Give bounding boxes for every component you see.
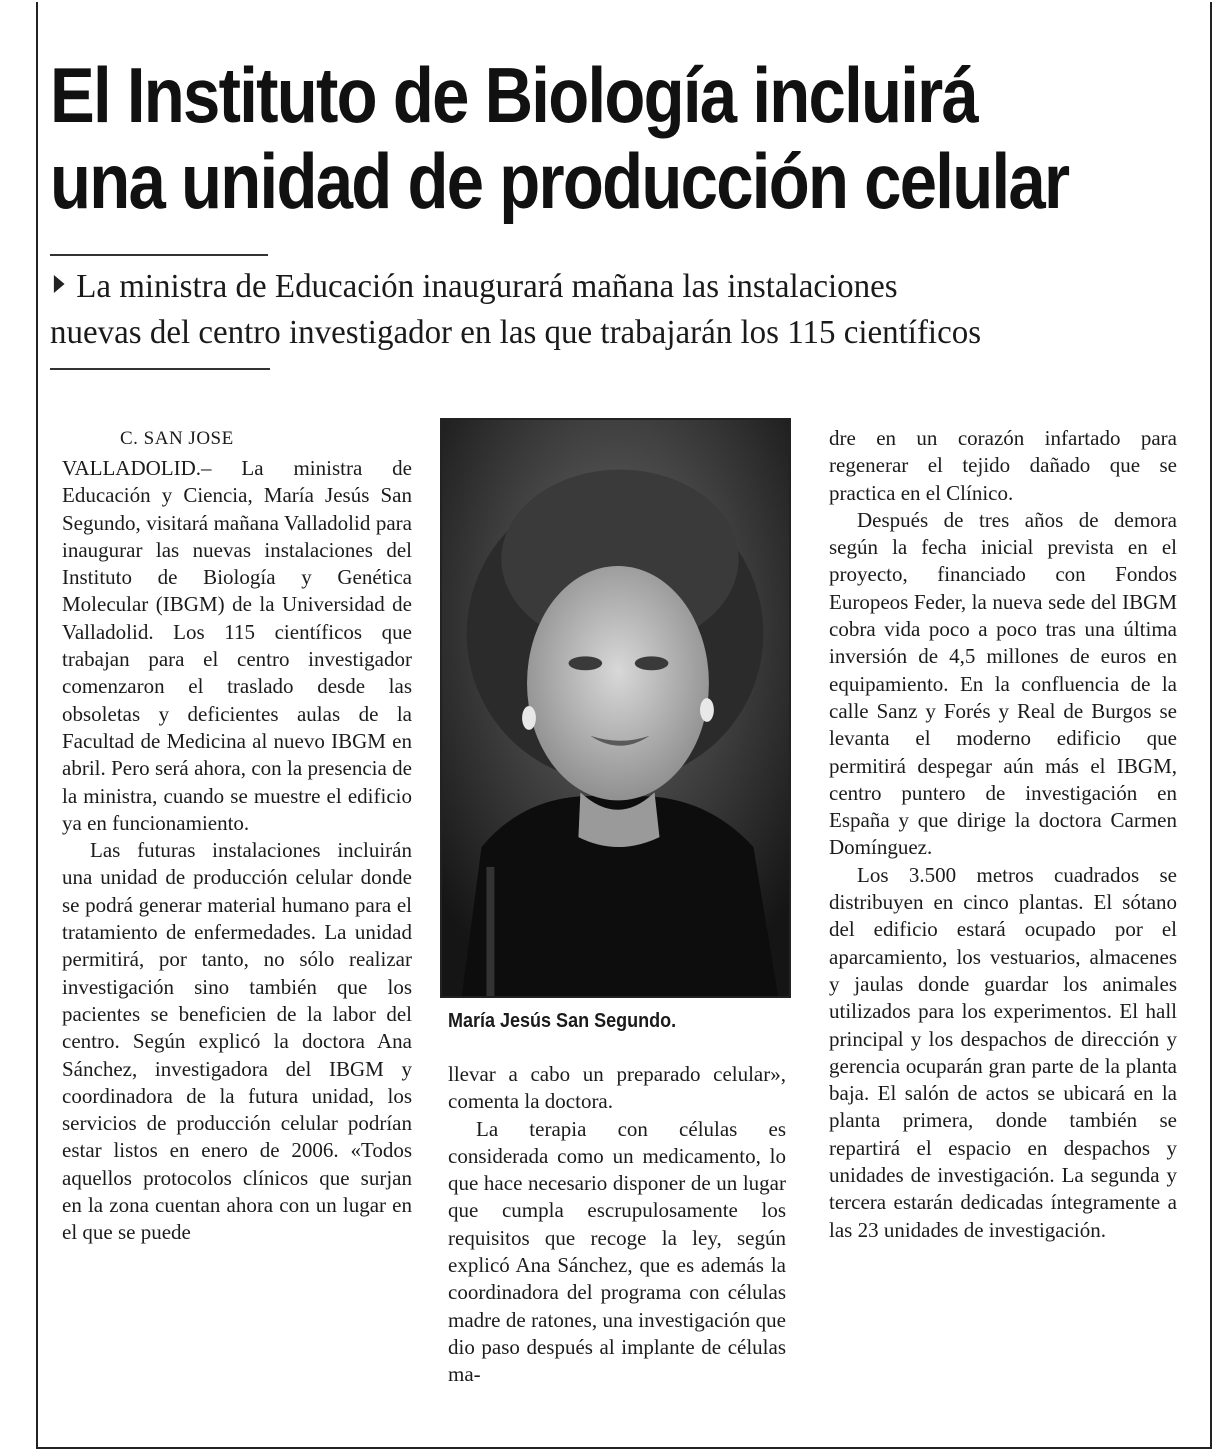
col3-paragraph-3: Los 3.500 metros cuadrados se distribuyen en cinco plantas. El sótano del edificio estará ocupado por el aparcamiento, los vestuarios, almacenes y jaulas donde guardar los animales utilizados para los experimentos. El hall principal y los despachos de dirección y gerencia ocuparán gran parte de la planta baja. El salón de actos se ubicará en la planta primera, donde también se repartirá el espacio en despachos y unidades de investigación. La segunda y tercera estarán dedicadas íntegramente a las 23 unidades de investigación.: [829, 862, 1177, 1242]
headline: [50, 51, 1069, 225]
column-3: [829, 425, 1177, 1244]
subhead-line-2: nuevas del centro investigador en las que trabajarán los 115 científicos: [50, 314, 982, 351]
byline: C. SAN JOSE: [120, 428, 234, 449]
rule-bottom: [50, 368, 270, 370]
portrait-photo: [440, 418, 791, 998]
col3-paragraph-1: dre en un corazón infartado para regenerar el tejido dañado que se practica en el Clínico.: [829, 426, 1177, 505]
col2-paragraph-1: llevar a cabo un preparado celular», comenta la doctora.: [448, 1062, 786, 1114]
rule-top: [50, 254, 268, 256]
photo-caption: María Jesús San Segundo.: [448, 1010, 677, 1032]
subheadline: [50, 264, 1166, 356]
subhead-line-1: La ministra de Educación inaugurará mañana las instalaciones: [76, 268, 898, 305]
headline-line-2: una unidad de producción celular: [50, 137, 1069, 225]
column-2: [448, 1061, 786, 1389]
col2-paragraph-2: La terapia con células es considerada como un medicamento, lo que hace necesario disponer de un lugar que cumpla escrupulosamente los requisitos que recoge la ley, según explicó Ana Sánchez, que es además la coordinadora del programa con células madre de ratones, una investigación que dio paso después al implante de células ma-: [448, 1116, 786, 1387]
col1-paragraph-2: Las futuras instalaciones incluirán una unidad de producción celular donde se podrá generar material humano para el tratamiento de enfermedades. La unidad permitirá, por tanto, no sólo realizar investigación sino también que los pacientes se beneficien de la labor del centro. Según explicó la doctora Ana Sánchez, investigadora del IBGM y coordinadora de la futura unidad, los servicios de producción celular podrían estar listos en enero de 2006. «Todos aquellos protocolos clínicos que surjan en la zona cuentan ahora con un lugar en el que se puede: [62, 838, 412, 1245]
column-1: [62, 455, 412, 1247]
col3-paragraph-2: Después de tres años de demora según la fecha inicial prevista en el proyecto, financiado con Fondos Europeos Feder, la nueva sede del IBGM cobra vida poco a poco tras una última inversión de 4,5 millones de euros en equipamiento. En la confluencia de la calle Sanz y Forés y Real de Burgos se levanta el moderno edificio que permitirá despegar aún más el IBGM, centro puntero de investigación en España y que dirige la doctora Carmen Domínguez.: [829, 507, 1177, 860]
col1-paragraph-1: VALLADOLID.– La ministra de Educación y Ciencia, María Jesús San Segundo, visitará mañana Valladolid para inaugurar las nuevas instalaciones del Instituto de Biología y Genética Molecular (IBGM) de la Universidad de Valladolid. Los 115 científicos que trabajan para el centro investigador comenzaron el traslado desde las obsoletas y deficientes aulas de la Facultad de Medicina al nuevo IBGM en abril. Pero será ahora, con la presencia de la ministra, cuando se muestre el edificio ya en funcionamiento.: [62, 456, 412, 835]
headline-line-1: El Instituto de Biología incluirá: [50, 51, 978, 139]
portrait-illustration: [442, 420, 789, 996]
triangle-bullet-icon: [54, 275, 65, 293]
